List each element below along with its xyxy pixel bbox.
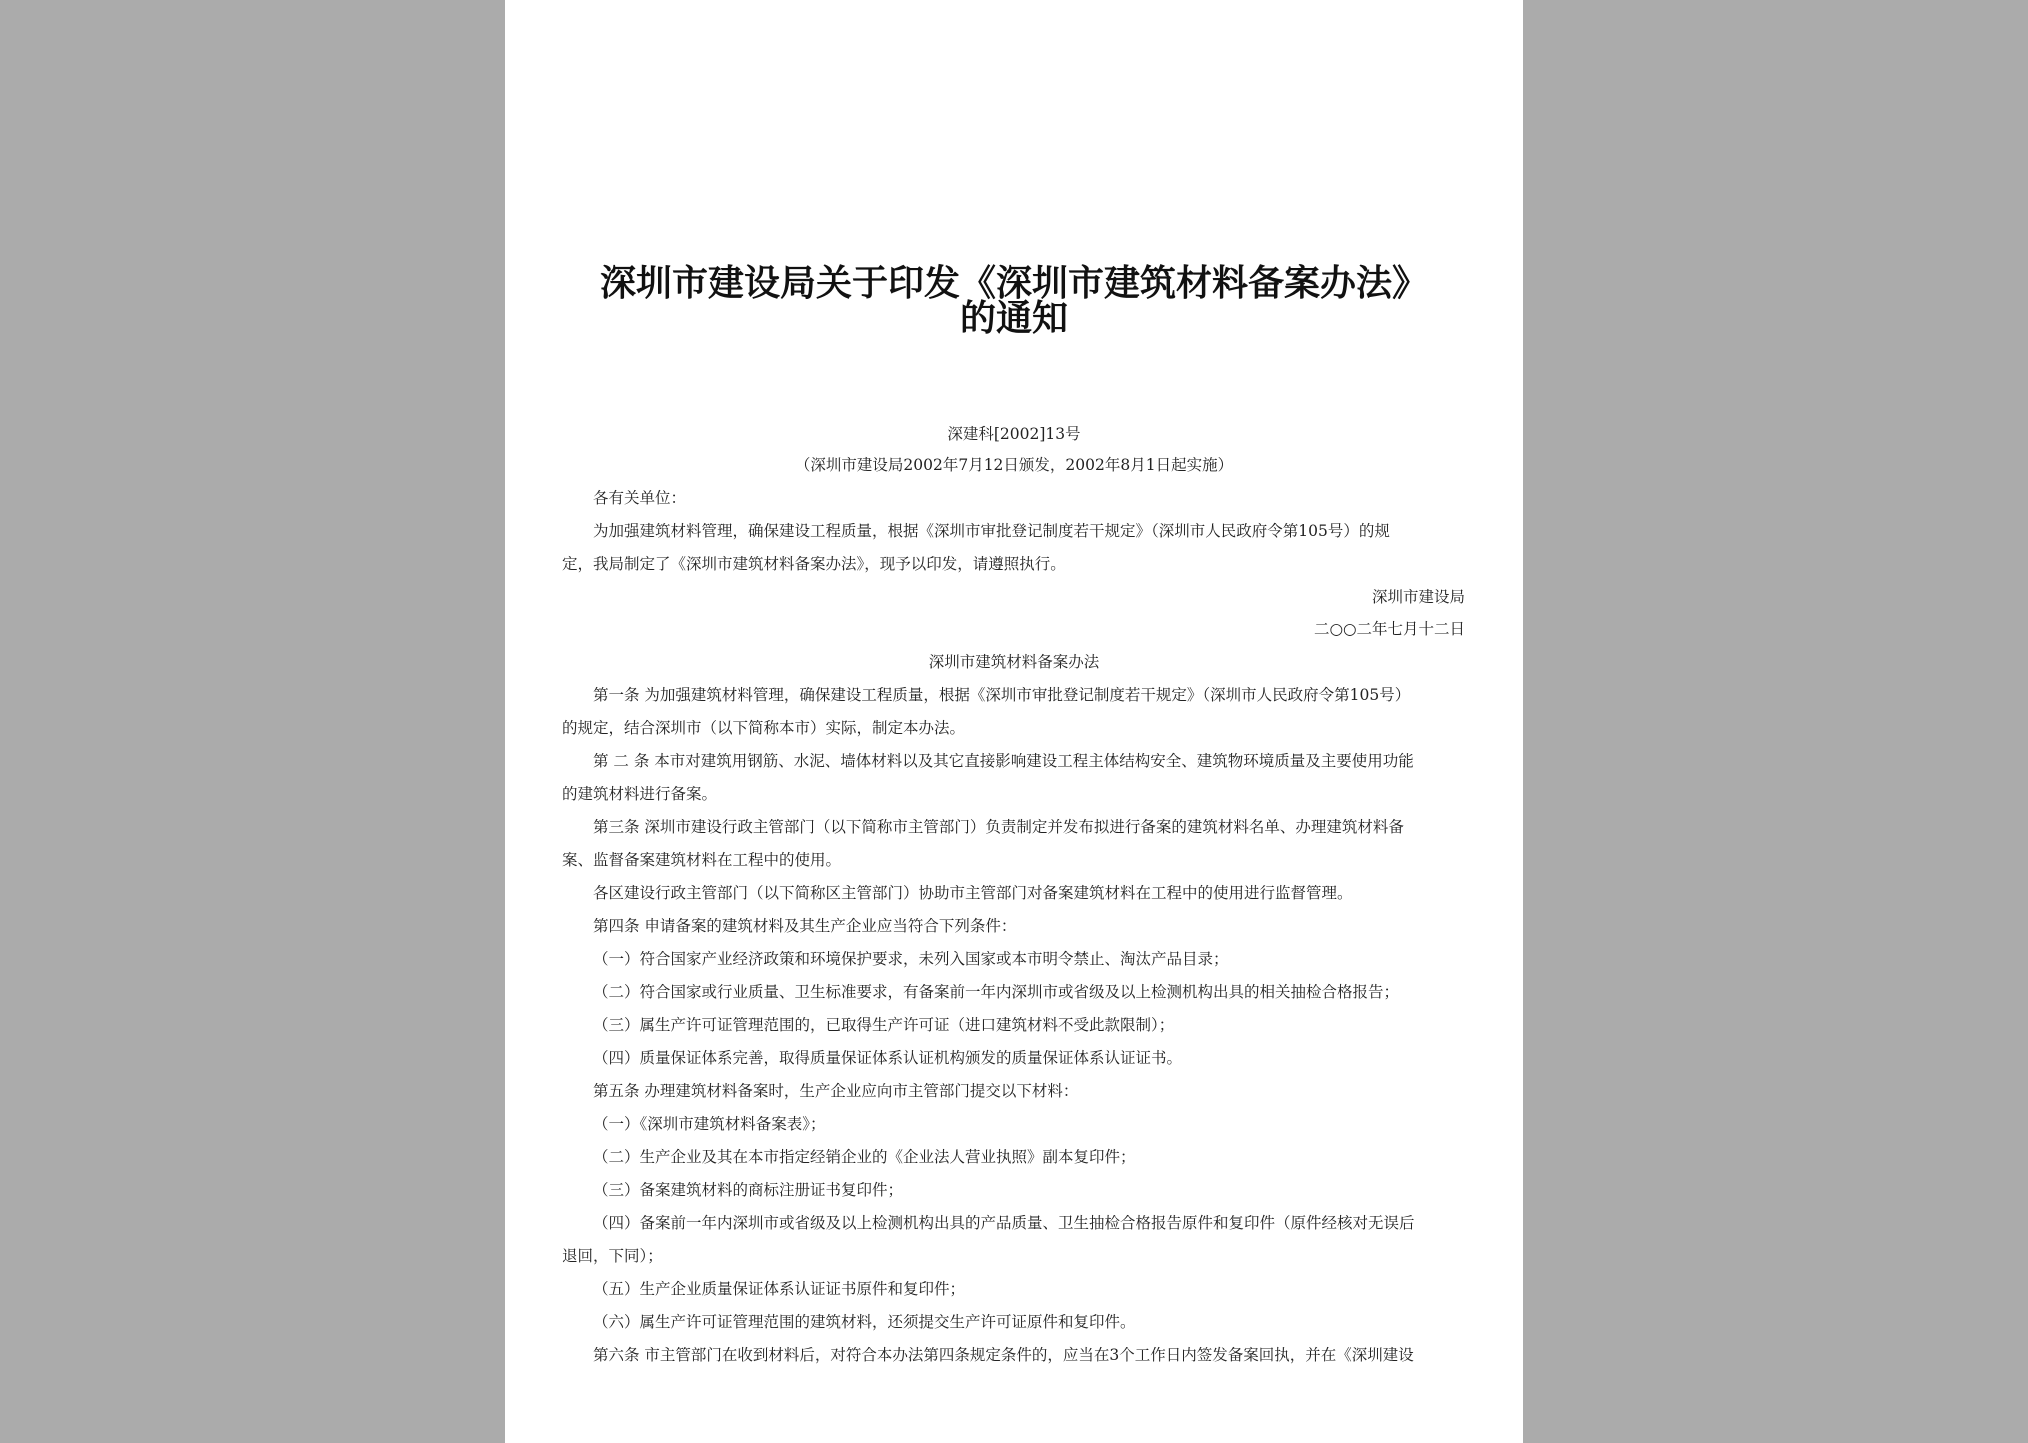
body-line: 第四条 申请备案的建筑材料及其生产企业应当符合下列条件：	[593, 917, 1017, 935]
document-number: 深建科[2002]13号	[947, 425, 1081, 443]
body-line: （六）属生产许可证管理范围的建筑材料，还须提交生产许可证原件和复印件。	[593, 1313, 1136, 1331]
document-title-line-1: 深圳市建设局关于印发《深圳市建筑材料备案办法》	[599, 262, 1428, 304]
body-line: 第三条 深圳市建设行政主管部门（以下简称市主管部门）负责制定并发布拟进行备案的建筑材料名单、办理建筑材料备	[593, 818, 1404, 836]
body-line: 第五条 办理建筑材料备案时，生产企业应向市主管部门提交以下材料：	[593, 1082, 1079, 1100]
body-line: （五）生产企业质量保证体系认证证书原件和复印件；	[593, 1280, 966, 1298]
issue-note: （深圳市建设局2002年7月12日颁发，2002年8月1日起实施）	[794, 456, 1234, 474]
body-line: （四）备案前一年内深圳市或省级及以上检测机构出具的产品质量、卫生抽检合格报告原件和复印件（原件经核对无误后	[593, 1214, 1415, 1232]
document-title-line-2: 的通知	[959, 297, 1068, 339]
body-line: 第六条 市主管部门在收到材料后，对符合本办法第四条规定条件的，应当在3个工作日内签发备案回执，并在《深圳建设	[593, 1346, 1414, 1364]
notice-body-line: 为加强建筑材料管理，确保建设工程质量，根据《深圳市审批登记制度若干规定》（深圳市人民政府令第105号）的规	[593, 522, 1390, 540]
body-line: 的规定，结合深圳市（以下简称本市）实际，制定本办法。	[562, 719, 966, 737]
signature: 深圳市建设局	[1371, 588, 1465, 606]
body-line: （一）符合国家产业经济政策和环境保护要求，未列入国家或本市明令禁止、淘汰产品目录；	[593, 950, 1229, 968]
body-line: （二）符合国家或行业质量、卫生标准要求，有备案前一年内深圳市或省级及以上检测机构出具的相关抽检合格报告；	[593, 983, 1400, 1001]
body-line: （三）属生产许可证管理范围的，已取得生产许可证（进口建筑材料不受此款限制）；	[593, 1016, 1175, 1034]
body-line: （三）备案建筑材料的商标注册证书复印件；	[593, 1181, 904, 1199]
document-page	[505, 0, 1523, 1443]
body-line: （二）生产企业及其在本市指定经销企业的《企业法人营业执照》副本复印件；	[593, 1148, 1136, 1166]
notice-body-line: 定，我局制定了《深圳市建筑材料备案办法》，现予以印发，请遵照执行。	[562, 555, 1066, 573]
salutation: 各有关单位：	[593, 489, 687, 507]
body-line: 第一条 为加强建筑材料管理，确保建设工程质量，根据《深圳市审批登记制度若干规定》（深圳市人民政府令第105号）	[593, 686, 1411, 704]
body-line: 退回，下同）；	[562, 1247, 663, 1265]
body-line: （四）质量保证体系完善，取得质量保证体系认证机构颁发的质量保证体系认证证书。	[593, 1049, 1183, 1067]
section-title: 深圳市建筑材料备案办法	[928, 653, 1100, 671]
body-line: 的建筑材料进行备案。	[562, 785, 718, 803]
signature-date: 二○○二年七月十二日	[1313, 620, 1465, 638]
body-line: 各区建设行政主管部门（以下简称区主管部门）协助市主管部门对备案建筑材料在工程中的使用进行监督管理。	[593, 884, 1353, 902]
body-line: 第 二 条 本市对建筑用钢筋、水泥、墙体材料以及其它直接影响建设工程主体结构安全、建筑物环境质量及主要使用功能	[593, 752, 1414, 770]
body-line: （一）《深圳市建筑材料备案表》；	[593, 1115, 826, 1133]
body-line: 案、监督备案建筑材料在工程中的使用。	[562, 851, 842, 869]
